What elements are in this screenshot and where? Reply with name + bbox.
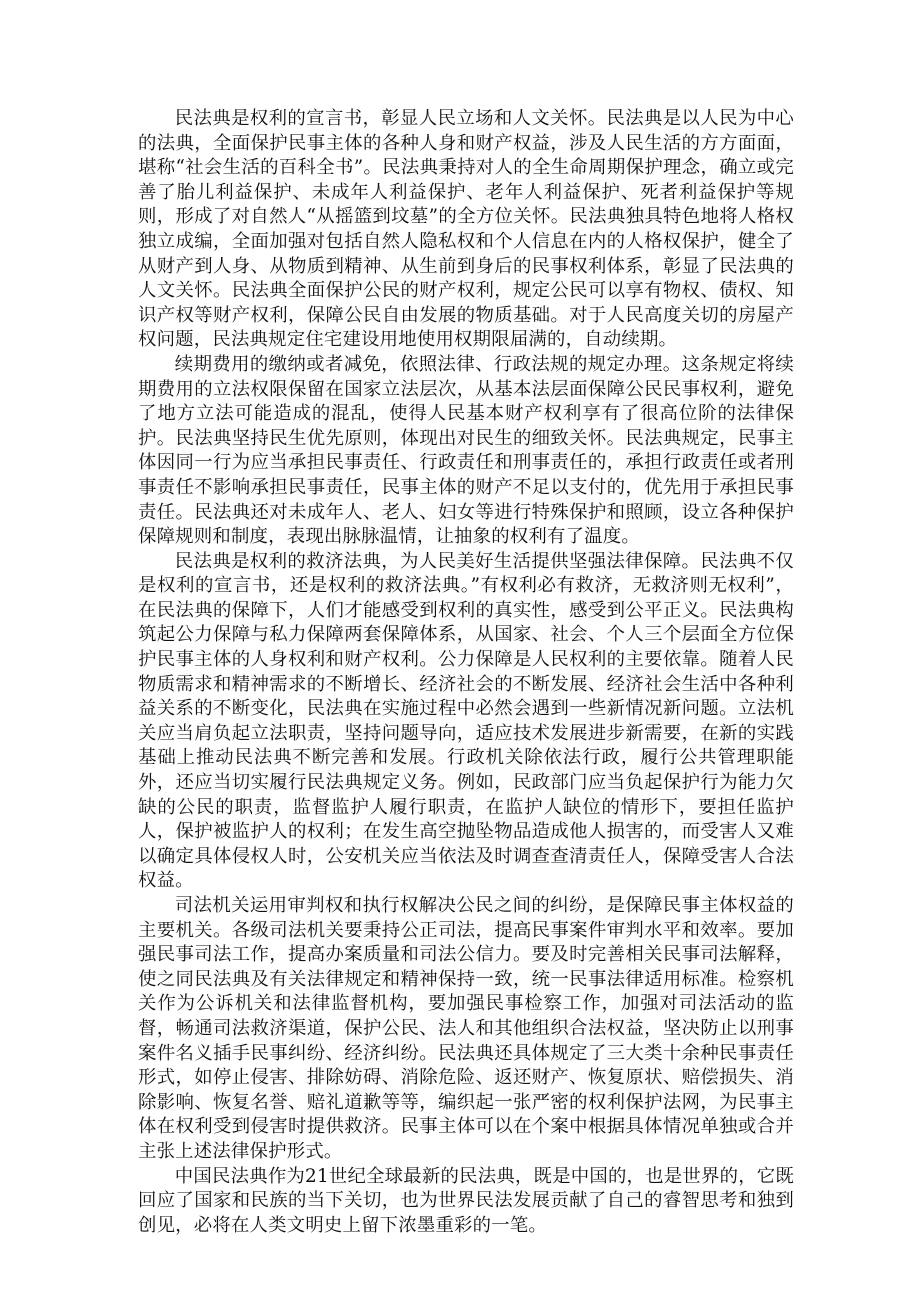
paragraph-2: 续期费用的缴纳或者减免，依照法律、行政法规的规定办理。这条规定将续期费用的立法权限保留在国家立法层次，从基本法层面保障公民民事权利，避免了地方立法可能造成的混乱，使得人民基本财产权利享有了很高位阶的法律保护。民法典坚持民生优先原则，体现出对民生的细致关怀。民法典规定，民事主体因同一行为应当承担民事责任、行政责任和刑事责任的，承担行政责任或者刑事责任不影响承担民事责任，民事主体的财产不足以支付的，优先用于承担民事责任。民法典还对未成年人、老人、妇女等进行特殊保护和照顾，设立各种保护保障规则和制度，表现出脉脉温情，让抽象的权利有了温度。	[138, 353, 794, 548]
paragraph-1: 民法典是权利的宣言书，彰显人民立场和人文关怀。民法典是以人民为中心的法典，全面保护民事主体的各种人身和财产权益，涉及人民生活的方方面面，堪称“社会生活的百科全书”。民法典秉持对人的全生命周期保护理念，确立或完善了胎儿利益保护、未成年人利益保护、老年人利益保护、死者利益保护等规则，形成了对自然人“从摇篮到坟墓”的全方位关怀。民法典独具特色地将人格权独立成编，全面加强对包括自然人隐私权和个人信息在内的人格权保护，健全了从财产到人身、从物质到精神、从生前到身后的民事权利体系，彰显了民法典的人文关怀。民法典全面保护公民的财产权利，规定公民可以享有物权、债权、知识产权等财产权利，保障公民自由发展的物质基础。对于人民高度关切的房屋产权问题，民法典规定住宅建设用地使用权期限届满的，自动续期。	[138, 108, 794, 351]
paragraph-5: 中国民法典作为21世纪全球最新的民法典，既是中国的，也是世界的，它既回应了国家和民族的当下关切，也为世界民法发展贡献了自己的睿智思考和独到创见，必将在人类文明史上留下浓墨重彩的一笔。	[138, 1165, 794, 1236]
document-body	[138, 107, 794, 1238]
paragraph-4: 司法机关运用审判权和执行权解决公民之间的纠纷，是保障民事主体权益的主要机关。各级司法机关要秉持公正司法，提高民事案件审判水平和效率。要加强民事司法工作，提高办案质量和司法公信力。要及时完善相关民事司法解释，使之同民法典及有关法律规定和精神保持一致，统一民事法律适用标准。检察机关作为公诉机关和法律监督机构，要加强民事检察工作，加强对司法活动的监督，畅通司法救济渠道，保护公民、法人和其他组织合法权益，坚决防止以刑事案件名义插手民事纠纷、经济纠纷。民法典还具体规定了三大类十余种民事责任形式，如停止侵害、排除妨碍、消除危险、返还财产、恢复原状、赔偿损失、消除影响、恢复名誉、赔礼道歉等等，编织起一张严密的权利保护法网，为民事主体在权利受到侵害时提供救济。民事主体可以在个案中根据具体情况单独或合并主张上述法律保护形式。	[138, 895, 794, 1162]
paragraph-3: 民法典是权利的救济法典，为人民美好生活提供坚强法律保障。民法典不仅是权利的宣言书，还是权利的救济法典。”有权利必有救济，无救济则无权利”，在民法典的保障下，人们才能感受到权利的真实性，感受到公平正义。民法典构筑起公力保障与私力保障两套保障体系，从国家、社会、个人三个层面全方位保护民事主体的人身权利和财产权利。公力保障是人民权利的主要依靠。随着人民物质需求和精神需求的不断增长、经济社会的不断发展、经济社会生活中各种利益关系的不断变化，民法典在实施过程中必然会遇到一些新情况新问题。立法机关应当肩负起立法职责，坚持问题导向，适应技术发展进步新需要，在新的实践基础上推动民法典不断完善和发展。行政机关除依法行政，履行公共管理职能外，还应当切实履行民法典规定义务。例如，民政部门应当负起保护行为能力欠缺的公民的职责，监督监护人履行职责，在监护人缺位的情形下，要担任监护人，保护被监护人的权利；在发生高空抛坠物品造成他人损害的，而受害人又难以确定具体侵权人时，公安机关应当依法及时调查查清责任人，保障受害人合法权益。	[138, 550, 794, 892]
